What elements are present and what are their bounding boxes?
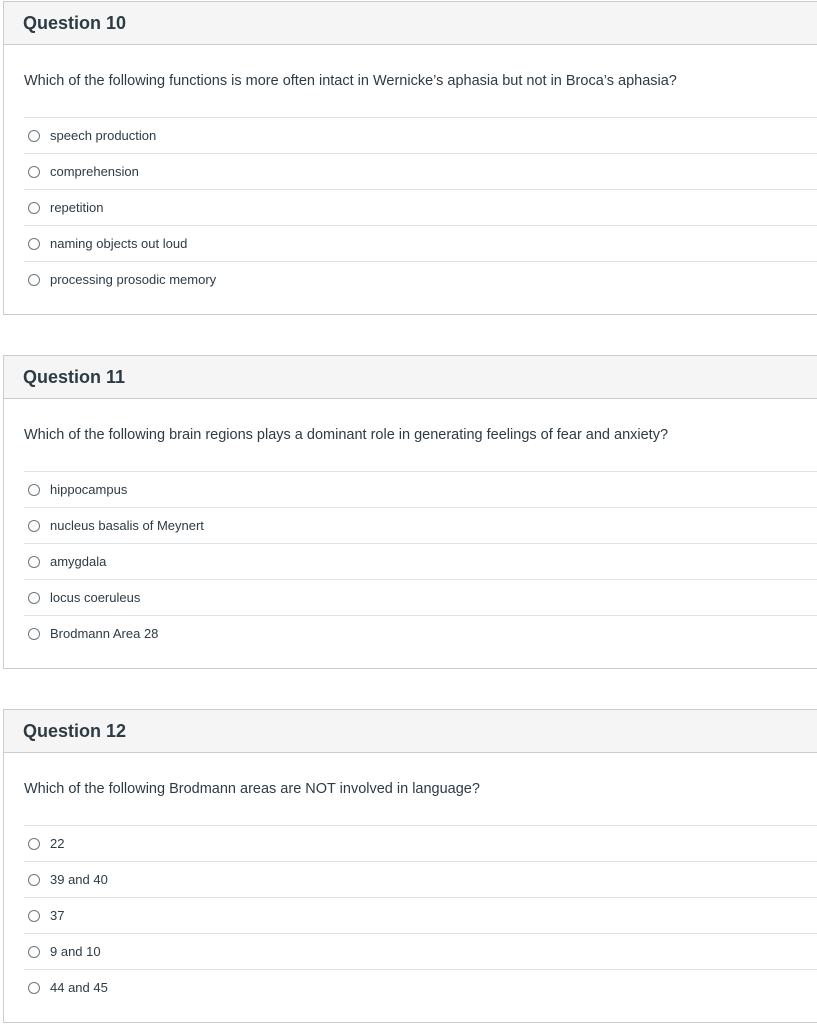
radio-button[interactable] (28, 484, 40, 496)
answer-option[interactable] (24, 825, 817, 861)
answer-option[interactable] (24, 969, 817, 1005)
answer-label: hippocampus (50, 482, 128, 497)
radio-button[interactable] (28, 556, 40, 568)
answer-label: speech production (50, 128, 157, 143)
question-title: Question 10 (23, 12, 127, 33)
answer-label: 37 (50, 908, 65, 923)
answer-option[interactable] (24, 615, 817, 651)
answer-option[interactable] (24, 153, 817, 189)
radio-button[interactable] (28, 838, 40, 850)
answer-label: amygdala (50, 554, 107, 569)
answer-label: naming objects out loud (50, 236, 188, 251)
question-header (4, 356, 817, 399)
answer-label: 39 and 40 (50, 872, 108, 887)
answer-option[interactable] (24, 543, 817, 579)
radio-button[interactable] (28, 130, 40, 142)
question-10-card (3, 1, 817, 315)
radio-button[interactable] (28, 946, 40, 958)
question-title: Question 11 (23, 366, 126, 387)
question-header (4, 2, 817, 45)
radio-button[interactable] (28, 202, 40, 214)
radio-button[interactable] (28, 982, 40, 994)
answer-label: repetition (50, 200, 104, 215)
question-text: Which of the following Brodmann areas are NOT involved in language? (24, 781, 480, 797)
answer-option[interactable] (24, 897, 817, 933)
answer-option[interactable] (24, 933, 817, 969)
question-11-card (3, 355, 817, 669)
radio-button[interactable] (28, 166, 40, 178)
radio-button[interactable] (28, 628, 40, 640)
answer-option[interactable] (24, 861, 817, 897)
radio-button[interactable] (28, 520, 40, 532)
answer-option[interactable] (24, 579, 817, 615)
answer-label: 44 and 45 (50, 980, 108, 995)
answer-label: processing prosodic memory (50, 272, 217, 287)
question-header (4, 710, 817, 753)
radio-button[interactable] (28, 274, 40, 286)
answer-list (24, 825, 817, 1005)
answer-label: nucleus basalis of Meynert (50, 518, 204, 533)
answer-label: 22 (50, 836, 65, 851)
question-text: Which of the following brain regions plays a dominant role in generating feelings of fear and anxiety? (24, 427, 669, 443)
radio-button[interactable] (28, 238, 40, 250)
radio-button[interactable] (28, 910, 40, 922)
question-12-card (3, 709, 817, 1023)
question-title: Question 12 (23, 720, 127, 741)
radio-button[interactable] (28, 874, 40, 886)
answer-option[interactable] (24, 225, 817, 261)
answer-label: 9 and 10 (50, 944, 101, 959)
answer-list (24, 117, 817, 297)
answer-option[interactable] (24, 261, 817, 297)
answer-option[interactable] (24, 471, 817, 507)
answer-option[interactable] (24, 507, 817, 543)
radio-button[interactable] (28, 592, 40, 604)
answer-label: comprehension (50, 164, 139, 179)
answer-label: locus coeruleus (50, 590, 141, 605)
answer-option[interactable] (24, 117, 817, 153)
answer-label: Brodmann Area 28 (50, 626, 159, 641)
answer-option[interactable] (24, 189, 817, 225)
answer-list (24, 471, 817, 651)
question-text: Which of the following functions is more often intact in Wernicke’s aphasia but not in Broca’s aphasia? (24, 73, 677, 89)
